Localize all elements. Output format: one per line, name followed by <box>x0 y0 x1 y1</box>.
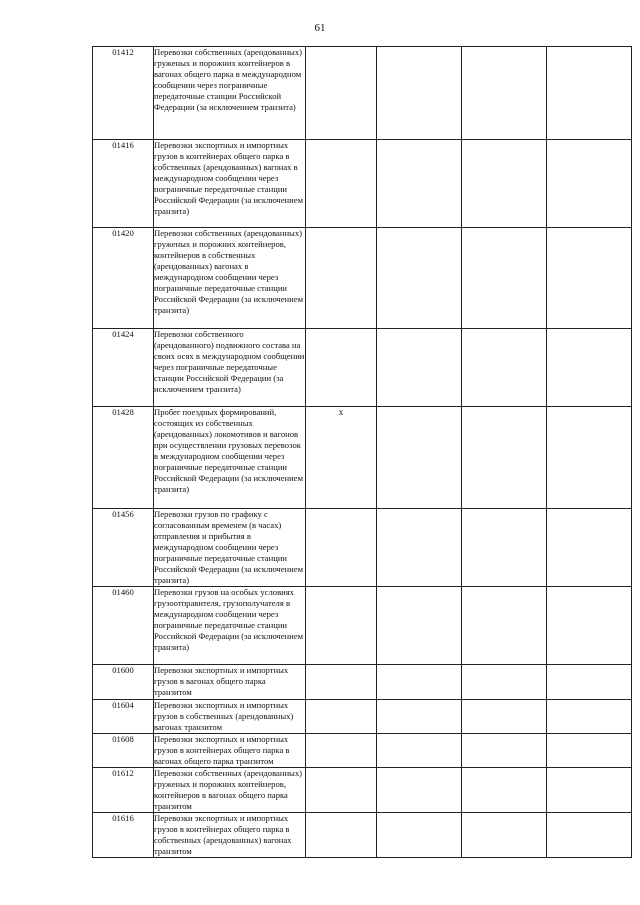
row-code: 01416 <box>93 140 154 228</box>
empty-cell <box>377 665 462 700</box>
row-code: 01412 <box>93 47 154 140</box>
table-row <box>93 665 632 700</box>
row-description: Перевозки экспортных и импортных грузов в контейнерах общего парка в собственных (арендованных) вагонах транзитом <box>154 813 306 858</box>
empty-cell <box>547 509 632 587</box>
row-description: Перевозки собственных (арендованных) груженых и порожних контейнеров, контейнеров в собственных (арендованных) вагонах в международном сообщении через пограничные передаточные станции Российской Федерации (за исключением транзита) <box>154 228 306 329</box>
table-row <box>93 47 632 140</box>
table-row <box>93 407 632 509</box>
row-mark <box>306 665 377 700</box>
empty-cell <box>462 813 547 858</box>
row-code: 01428 <box>93 407 154 509</box>
empty-cell <box>547 665 632 700</box>
empty-cell <box>377 813 462 858</box>
row-mark <box>306 329 377 407</box>
row-mark <box>306 47 377 140</box>
empty-cell <box>377 228 462 329</box>
empty-cell <box>377 329 462 407</box>
row-mark <box>306 509 377 587</box>
row-mark-value: x <box>338 407 344 417</box>
empty-cell <box>462 47 547 140</box>
row-mark <box>306 768 377 813</box>
empty-cell <box>462 329 547 407</box>
empty-cell <box>377 407 462 509</box>
empty-cell <box>547 587 632 665</box>
row-code: 01608 <box>93 734 154 768</box>
empty-cell <box>462 509 547 587</box>
empty-cell <box>547 228 632 329</box>
row-mark <box>306 228 377 329</box>
row-description: Перевозки собственных (арендованных) груженых и порожних контейнеров, контейнеров в вагонах общего парка транзитом <box>154 768 306 813</box>
row-mark <box>306 734 377 768</box>
row-description: Перевозки грузов по графику с согласованным временем (в часах) отправления и прибытия в международном сообщении через пограничные передаточные станции Российской Федерации (за исключением транзита) <box>154 509 306 587</box>
row-mark <box>306 813 377 858</box>
table-row <box>93 768 632 813</box>
empty-cell <box>462 700 547 734</box>
row-code: 01604 <box>93 700 154 734</box>
empty-cell <box>547 47 632 140</box>
table-row <box>93 140 632 228</box>
empty-cell <box>462 768 547 813</box>
row-mark <box>306 407 377 509</box>
empty-cell <box>377 734 462 768</box>
table-row <box>93 700 632 734</box>
empty-cell <box>462 734 547 768</box>
table-row <box>93 587 632 665</box>
row-mark <box>306 700 377 734</box>
table-row <box>93 228 632 329</box>
row-description: Перевозки экспортных и импортных грузов в контейнерах общего парка в вагонах общего парка транзитом <box>154 734 306 768</box>
empty-cell <box>547 329 632 407</box>
row-code: 01600 <box>93 665 154 700</box>
empty-cell <box>547 140 632 228</box>
row-code: 01456 <box>93 509 154 587</box>
table-row <box>93 813 632 858</box>
empty-cell <box>377 509 462 587</box>
row-description: Перевозки экспортных и импортных грузов в контейнерах общего парка в собственных (арендованных) вагонах в международном сообщении через пограничные передаточные станции Российской Федерации (за исключением транзита) <box>154 140 306 228</box>
row-description: Перевозки грузов на особых условиях грузоотправителя, грузополучателя в международном сообщении через пограничные передаточные станции Российской Федерации (за исключением транзита) <box>154 587 306 665</box>
row-code: 01420 <box>93 228 154 329</box>
table-row <box>93 509 632 587</box>
row-description: Перевозки собственных (арендованных) груженых и порожних контейнеров в вагонах общего парка в международном сообщении через пограничные передаточные станции Российской Федерации (за исключением транзита) <box>154 47 306 140</box>
row-code: 01612 <box>93 768 154 813</box>
row-mark <box>306 140 377 228</box>
empty-cell <box>462 587 547 665</box>
empty-cell <box>462 407 547 509</box>
row-description: Перевозки собственного (арендованного) подвижного состава на своих осях в международном сообщении через пограничные передаточные станции Российской Федерации (за исключением транзита) <box>154 329 306 407</box>
table-row <box>93 734 632 768</box>
empty-cell <box>377 47 462 140</box>
table-row <box>93 329 632 407</box>
empty-cell <box>462 665 547 700</box>
row-code: 01424 <box>93 329 154 407</box>
empty-cell <box>547 734 632 768</box>
row-description: Пробег поездных формирований, состоящих из собственных (арендованных) локомотивов и вагонов при осуществлении грузовых перевозок в международном сообщении через пограничные передаточные станции Российской Федерации (за исключением транзита) <box>154 407 306 509</box>
empty-cell <box>547 768 632 813</box>
row-code: 01460 <box>93 587 154 665</box>
row-mark <box>306 587 377 665</box>
empty-cell <box>547 700 632 734</box>
empty-cell <box>547 407 632 509</box>
empty-cell <box>462 228 547 329</box>
empty-cell <box>377 140 462 228</box>
row-description: Перевозки экспортных и импортных грузов в вагонах общего парка транзитом <box>154 665 306 700</box>
page-number: 61 <box>314 22 326 34</box>
row-description: Перевозки экспортных и импортных грузов в собственных (арендованных) вагонах транзитом <box>154 700 306 734</box>
tariff-table <box>92 46 632 858</box>
empty-cell <box>462 140 547 228</box>
row-code: 01616 <box>93 813 154 858</box>
empty-cell <box>377 700 462 734</box>
empty-cell <box>377 587 462 665</box>
empty-cell <box>377 768 462 813</box>
empty-cell <box>547 813 632 858</box>
